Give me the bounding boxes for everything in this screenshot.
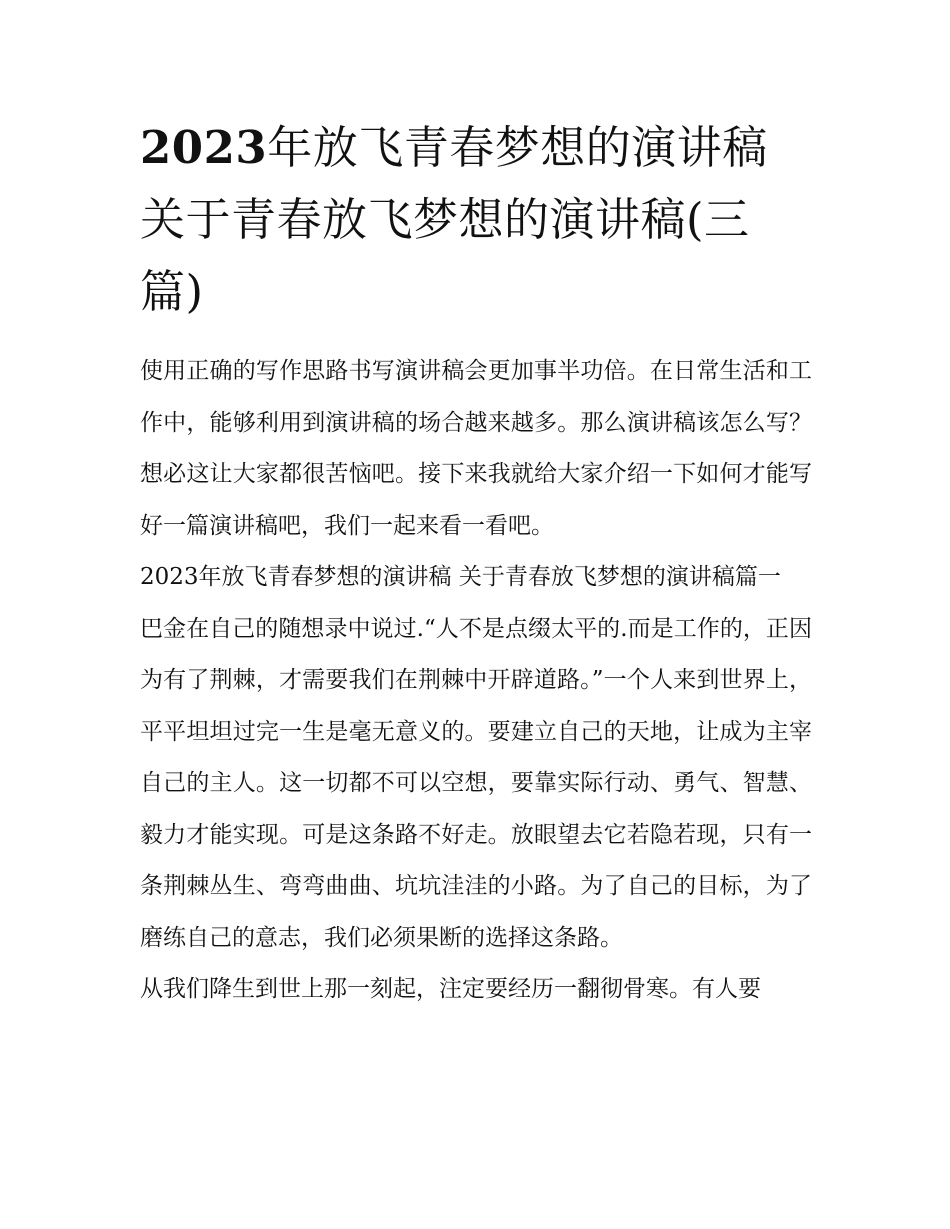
body-paragraph: 巴金在自己的随想录中说过.“人不是点缀太平的.而是工作的，正因为有了荆棘，才需要我们在荆棘中开辟道路。”一个人来到世界上，平平坦坦过完一生是毫无意义的。要建立自己的天地，让成为主宰自己的主人。这一切都不可以空想，要靠实际行动、勇气、智慧、毅力才能实现。可是这条路不好走。放眼望去它若隐若现，只有一条荆棘丛生、弯弯曲曲、坑坑洼洼的小路。为了自己的目标，为了磨练自己的意志，我们必须果断的选择这条路。 [140,615,812,951]
title-year: 2023 [140,121,268,174]
document-body [140,112,812,1016]
section-heading: 2023年放飞青春梦想的演讲稿 关于青春放飞梦想的演讲稿篇一 [140,564,781,590]
title-text: 年放飞青春梦想的演讲稿关于青春放飞梦想的演讲稿(三篇) [140,121,768,318]
intro-paragraph: 使用正确的写作思路书写演讲稿会更加事半功倍。在日常生活和工作中，能够利用到演讲稿的场合越来越多。那么演讲稿该怎么写？想必这让大家都很苦恼吧。接下来我就给大家介绍一下如何才能写好一篇演讲稿吧，我们一起来看一看吧。 [140,358,812,539]
body-paragraph: 从我们降生到世上那一刻起，注定要经历一翻彻骨寒。有人要 [140,976,761,1002]
document-title [140,112,812,328]
